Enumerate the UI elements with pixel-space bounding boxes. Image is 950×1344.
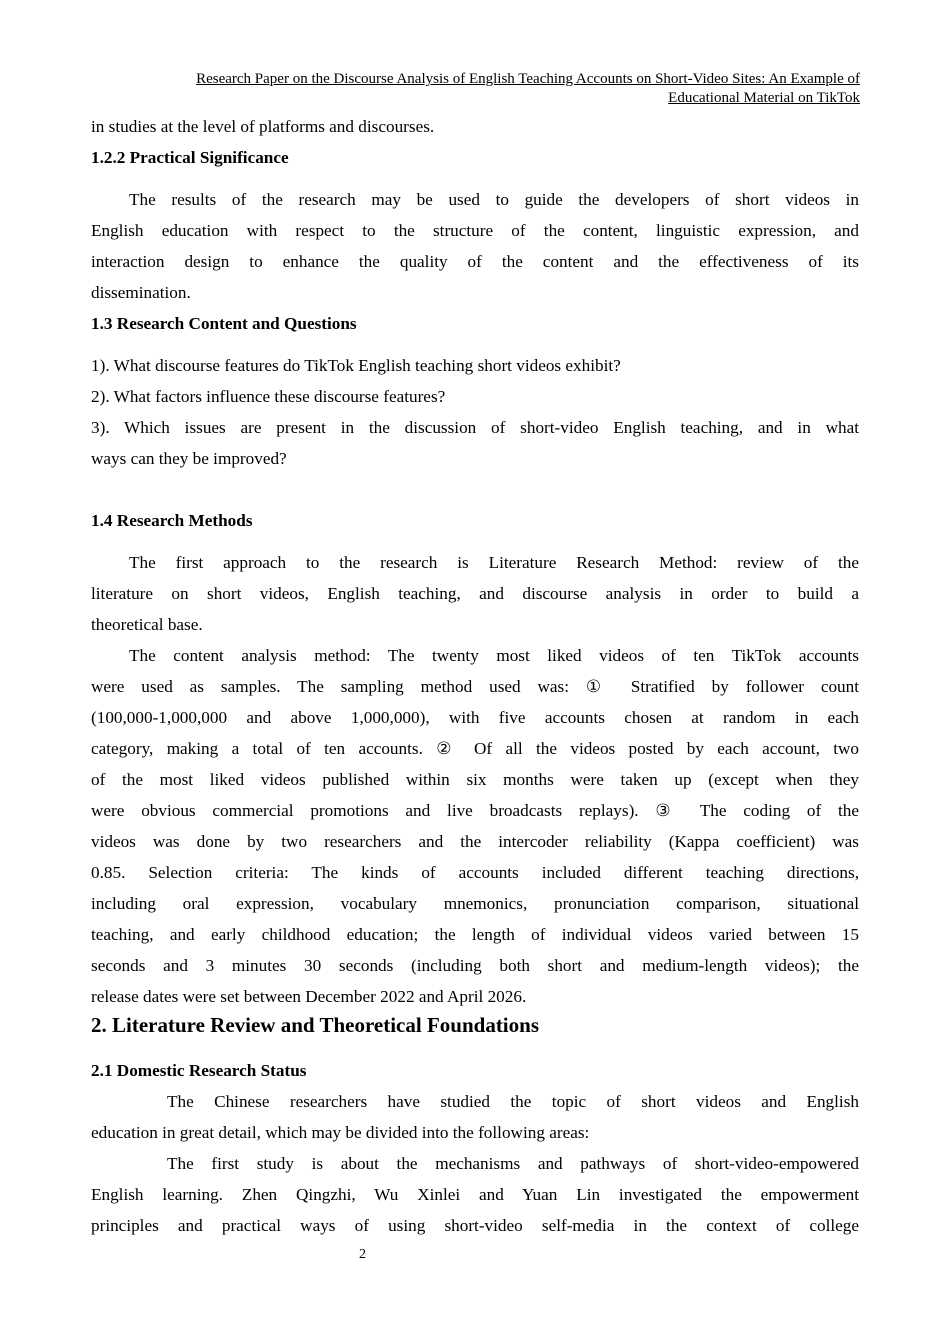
running-header-line-2: Educational Material on TikTok — [668, 90, 860, 106]
heading-2-1: 2.1 Domestic Research Status — [91, 1061, 307, 1080]
paragraph-line: The first study is about the mechanisms and pathways of short-video-empowered — [167, 1154, 859, 1173]
page-number: 2 — [359, 1247, 366, 1262]
paragraph-line: videos was done by two researchers and the intercoder reliability (Kappa coefficient) was — [91, 832, 859, 851]
question-item-2: 2). What factors influence these discourse features? — [91, 387, 446, 406]
question-item-3: 3). Which issues are present in the discussion of short-video English teaching, and in what — [91, 418, 859, 437]
heading-1-4: 1.4 Research Methods — [91, 511, 253, 530]
paragraph-line: release dates were set between December 2022 and April 2026. — [91, 987, 527, 1006]
paragraph-line: were used as samples. The sampling method used was: ① Stratified by follower count — [91, 677, 859, 696]
running-header — [110, 70, 860, 108]
paragraph-line: category, making a total of ten accounts. ② Of all the videos posted by each account, two — [91, 739, 859, 758]
paragraph-line: English learning. Zhen Qingzhi, Wu Xinlei and Yuan Lin investigated the empowerment — [91, 1185, 859, 1204]
paragraph-line: 0.85. Selection criteria: The kinds of accounts included different teaching directions, — [91, 863, 859, 882]
paragraph-line: English education with respect to the structure of the content, linguistic expression, and — [91, 221, 859, 240]
paragraph-line: including oral expression, vocabulary mnemonics, pronunciation comparison, situational — [91, 894, 859, 913]
paragraph-first-study — [91, 1148, 859, 1241]
question-item-1: 1). What discourse features do TikTok English teaching short videos exhibit? — [91, 356, 621, 375]
paragraph-line: principles and practical ways of using short-video self-media in the context of college — [91, 1216, 859, 1235]
paragraph-line: dissemination. — [91, 283, 191, 302]
paragraph-line: interaction design to enhance the quality of the content and the effectiveness of its — [91, 252, 859, 271]
paragraph-line: seconds and 3 minutes 30 seconds (including both short and medium-length videos); the — [91, 956, 859, 975]
paragraph-line: The Chinese researchers have studied the topic of short videos and English — [167, 1092, 859, 1111]
paragraph-line: education in great detail, which may be divided into the following areas: — [91, 1123, 590, 1142]
heading-2-literature-review: 2. Literature Review and Theoretical Foundations — [91, 1013, 539, 1037]
question-item-3-continued: ways can they be improved? — [91, 449, 287, 468]
paragraph-line: literature on short videos, English teaching, and discourse analysis in order to build a — [91, 584, 859, 603]
paragraph-line: The results of the research may be used to guide the developers of short videos in — [129, 190, 859, 209]
paragraph-line: (100,000-1,000,000 and above 1,000,000), with five accounts chosen at random in each — [91, 708, 859, 727]
heading-1-2-2: 1.2.2 Practical Significance — [91, 148, 289, 167]
paragraph-literature-method — [91, 547, 859, 640]
running-header-line-1: Research Paper on the Discourse Analysis of English Teaching Accounts on Short-Video Sites: An Example of — [196, 71, 860, 87]
paragraph-practical-significance — [91, 184, 859, 308]
paragraph-content-analysis — [91, 640, 859, 1012]
heading-1-3: 1.3 Research Content and Questions — [91, 314, 357, 333]
paragraph-domestic-status — [91, 1086, 859, 1148]
paragraph-line: The first approach to the research is Literature Research Method: review of the — [129, 553, 859, 572]
paragraph-line: The content analysis method: The twenty most liked videos of ten TikTok accounts — [129, 646, 859, 665]
paragraph-line: teaching, and early childhood education; the length of individual videos varied between 15 — [91, 925, 859, 944]
paragraph-line: of the most liked videos published within six months were taken up (except when they — [91, 770, 859, 789]
paragraph-line: theoretical base. — [91, 615, 203, 634]
continuation-text: in studies at the level of platforms and discourses. — [91, 117, 435, 136]
paragraph-line: were obvious commercial promotions and live broadcasts replays). ③ The coding of the — [91, 801, 859, 820]
research-questions-list — [91, 350, 859, 474]
